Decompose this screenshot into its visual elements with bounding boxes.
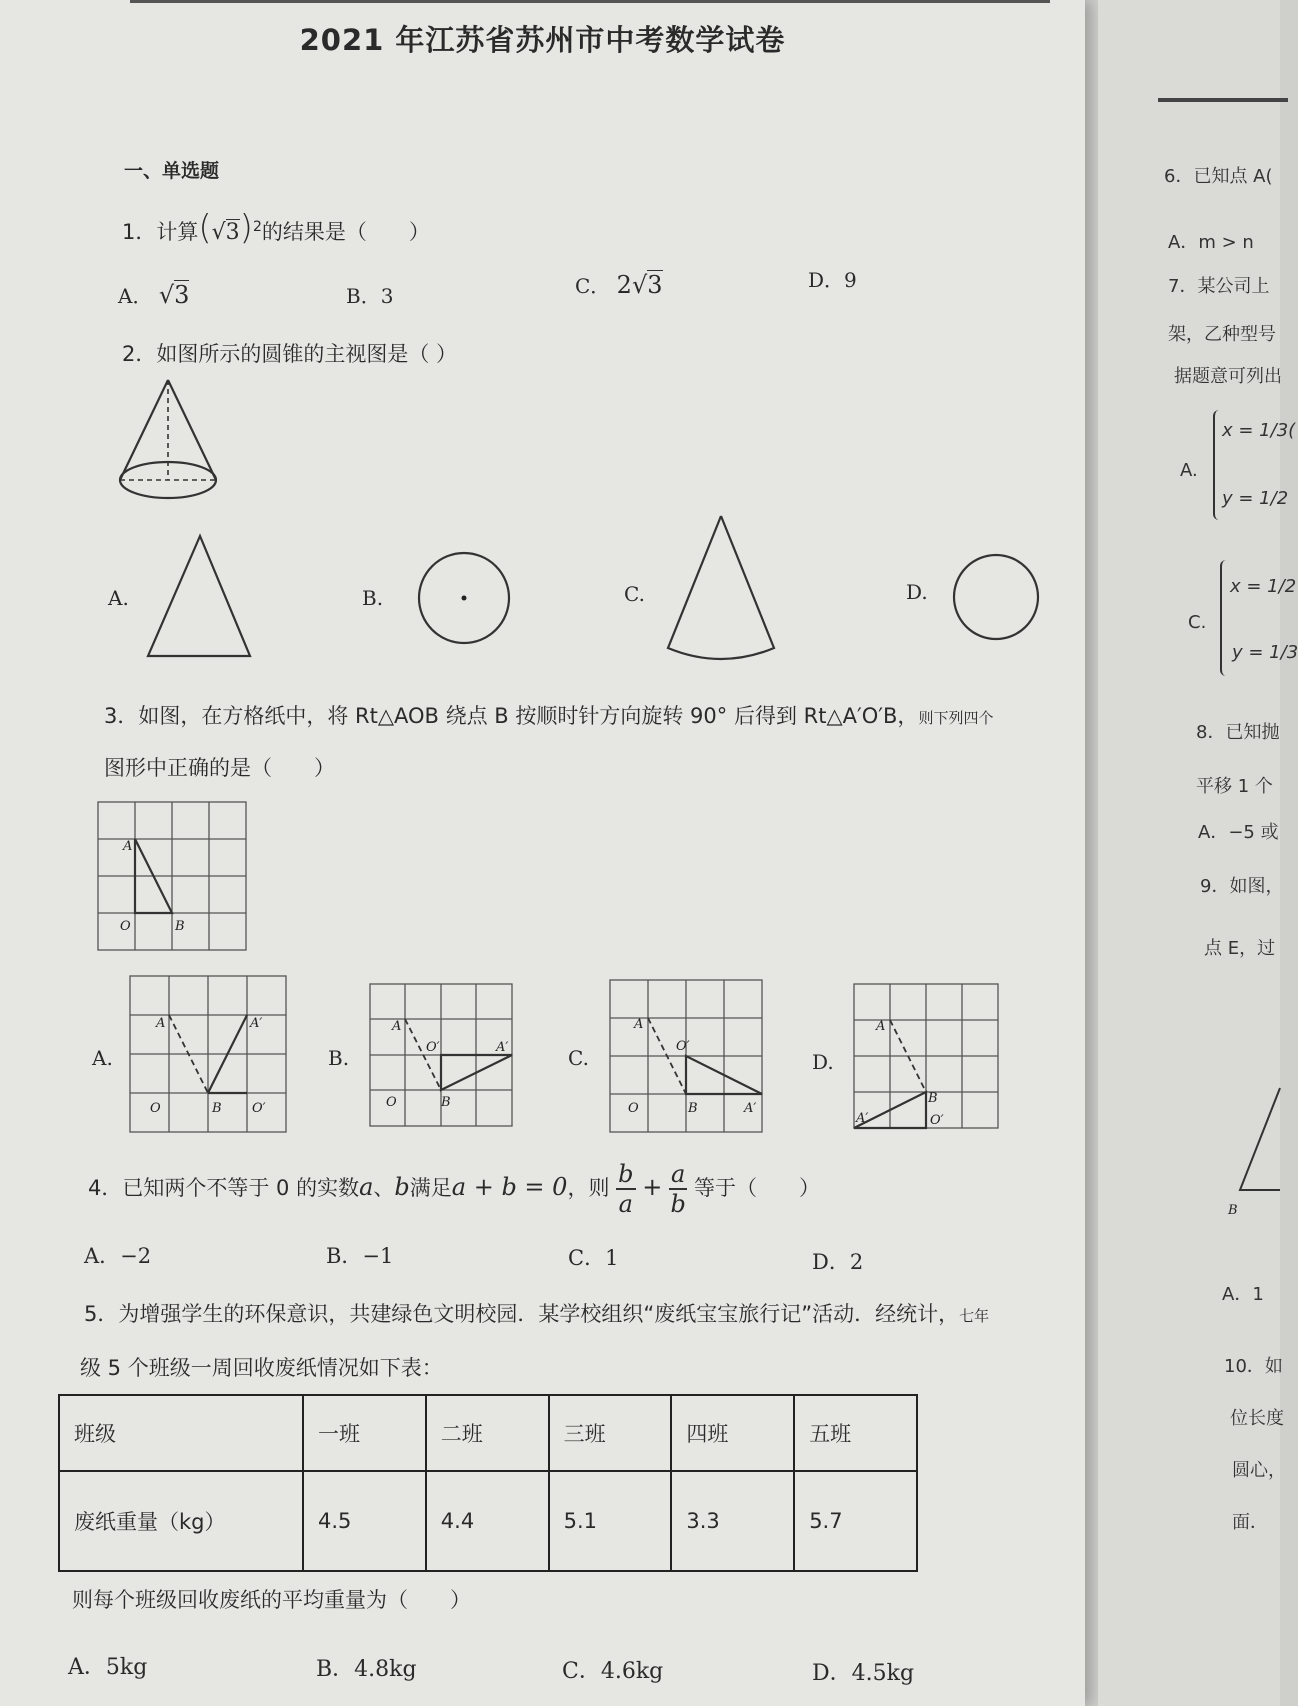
q2-label-d: D. [906,580,928,604]
q3-line1-tail: 则下列四个 [918,709,994,727]
cone-3d-figure [112,376,224,504]
svg-text:O′: O′ [676,1039,690,1054]
svg-text:B: B [441,1095,451,1110]
svg-text:A: A [876,1019,886,1034]
svg-text:A: A [156,1016,166,1031]
table-cell: 四班 [671,1395,794,1471]
q3-label-c: C. [568,1046,589,1070]
right-q7c-eq2: y = 1/3 [1232,642,1298,663]
table-cell: 二班 [426,1395,549,1471]
svg-text:B: B [928,1091,938,1106]
table-cell: 一班 [303,1395,426,1471]
q4-option-a: A．−2 [84,1244,152,1268]
right-q9-option-a: A．1 [1222,1284,1264,1305]
q3-line1-text: 3．如图，在方格纸中，将 Rt△AOB 绕点 B 按顺时针方向旋转 90° 后得到 Rt△A′O′B， [104,704,919,728]
svg-text:A′: A′ [744,1101,757,1116]
right-q6-option-a: A．m > n [1168,232,1254,253]
svg-text:B: B [175,919,185,934]
q5-option-c: C．4.6kg [562,1659,664,1684]
section-single-choice: 一、单选题 [124,160,220,182]
question-5-prompt: 则每个班级回收废纸的平均重量为（ ） [72,1588,471,1612]
right-q7c-eq1: x = 1/2 [1230,576,1297,597]
svg-text:A′: A′ [496,1040,509,1055]
fraction-b-over-a: $\frac{b}{a}$ [618,1160,634,1218]
right-page-top-rule [1158,98,1288,102]
system-brace [1213,410,1219,520]
table-cell: 5.7 [794,1471,917,1571]
question-5-line1 [84,1298,989,1328]
table-data-row [59,1471,917,1571]
q1-option-b: B．3 [346,284,394,308]
q1-suffix: 的结果是（ ） [261,220,430,244]
svg-text:O: O [150,1101,161,1116]
question-5-line2: 级 5 个班级一周回收废纸情况如下表： [80,1356,443,1380]
q3-label-b: B. [328,1046,350,1070]
q1-prefix: 1．计算 [122,220,199,244]
question-4: 4．已知两个不等于 0 的实数a、b满足a + b = 0，则 $\frac{b}{a}$ + $\frac{a}{b}$ 等于（ ） [88,1160,820,1218]
right-q7-option-a-label: A. [1180,460,1198,481]
table-cell: 4.4 [426,1471,549,1571]
right-q7a-eq2: y = 1/2 [1222,488,1289,509]
q1-option-c: C． 2√3 [575,271,663,299]
question-2: 2．如图所示的圆锥的主视图是（ ） [122,342,458,366]
q4-option-c: C．1 [568,1246,619,1270]
q1-radicand: 3 [225,220,240,245]
right-q10-line1: 10．如 [1224,1356,1283,1377]
q4-option-b: B．−1 [326,1244,394,1268]
svg-text:O: O [628,1101,639,1116]
q3-label-d: D. [812,1050,834,1074]
right-q7a-eq1: x = 1/3( [1222,420,1296,441]
q5-line1-text: 5．为增强学生的环保意识，共建绿色文明校园．某学校组织“废纸宝宝旅行记”活动．经统计， [84,1302,960,1326]
svg-text:A′: A′ [856,1111,869,1126]
table-cell: 三班 [549,1395,672,1471]
table-cell: 班级 [59,1395,303,1471]
right-q6: 6．已知点 A( [1164,166,1273,187]
right-q8-line1: 8．已知抛 [1196,722,1280,743]
right-q9-line2: 点 E，过 [1204,938,1276,959]
q2-option-c-cone-outline [664,512,778,664]
table-cell: 废纸重量（kg） [59,1471,303,1571]
q3-option-c-figure [608,978,766,1138]
q5-option-b: B．4.8kg [316,1657,417,1682]
svg-text:B: B [212,1101,222,1116]
q3-label-a: A. [92,1046,113,1070]
right-q10-line2: 位长度 [1230,1408,1284,1429]
q2-option-a-triangle [144,532,256,662]
q3-option-a-figure [128,974,290,1138]
right-q7-option-c-label: C. [1188,612,1207,633]
right-q10-line4: 面． [1232,1512,1268,1533]
right-q7-line2: 架，乙种型号 [1168,324,1276,345]
q1-option-a: A． √3 [118,281,190,309]
table-cell: 5.1 [549,1471,672,1571]
svg-text:O′: O′ [252,1101,266,1116]
q5-option-a: A．5kg [68,1655,148,1680]
svg-text:A: A [392,1019,402,1034]
question-3-line1 [104,700,993,730]
right-q8-option-a: A．−5 或 [1198,822,1279,843]
q1-option-d: D．9 [808,268,857,292]
svg-text:A′: A′ [250,1016,263,1031]
q2-option-b-circle-with-dot [414,548,514,648]
fraction-a-over-b: $\frac{a}{b}$ [670,1160,686,1218]
q3-option-d-figure [852,982,1000,1134]
svg-text:B: B [1228,1203,1238,1218]
q4-option-d: D．2 [812,1250,864,1274]
svg-text:O: O [120,919,131,934]
right-q7-line3: 据题意可列出 [1174,366,1282,387]
question-1: 1．计算$(√3)^2$的结果是（ ） [122,208,430,248]
q2-label-c: C. [624,582,645,606]
right-q8-line2: 平移 1 个 [1196,776,1273,797]
page-top-rule [130,0,1050,3]
svg-text:O: O [386,1095,397,1110]
table-header-row [59,1395,917,1471]
q2-label-b: B. [362,586,384,610]
q3-option-b-figure [368,982,516,1130]
system-brace [1220,560,1226,676]
waste-paper-table [58,1394,918,1572]
question-3-line2: 图形中正确的是（ ） [104,756,335,780]
right-q9-figure-partial [1218,1080,1280,1220]
q1-exponent: 2 [252,219,262,235]
exam-title: 2021 年江苏省苏州市中考数学试卷 [299,23,786,57]
table-cell: 4.5 [303,1471,426,1571]
q2-label-a: A. [108,586,129,610]
svg-text:B: B [688,1101,698,1116]
svg-text:A: A [123,839,133,854]
q2-option-d-circle [950,550,1042,644]
right-q10-line3: 圆心， [1232,1460,1286,1481]
svg-text:O′: O′ [426,1040,440,1055]
exam-page-right-partial [1098,0,1298,1706]
table-cell: 3.3 [671,1471,794,1571]
right-q7-line1: 7．某公司上 [1168,276,1270,297]
q3-main-grid-figure [96,800,252,956]
table-cell: 五班 [794,1395,917,1471]
q5-line1-tail: 七年 [959,1307,990,1325]
svg-text:A: A [634,1017,644,1032]
q5-option-d: D．4.5kg [812,1661,915,1686]
right-q9-line1: 9．如图， [1200,876,1284,897]
svg-text:O′: O′ [930,1113,944,1128]
